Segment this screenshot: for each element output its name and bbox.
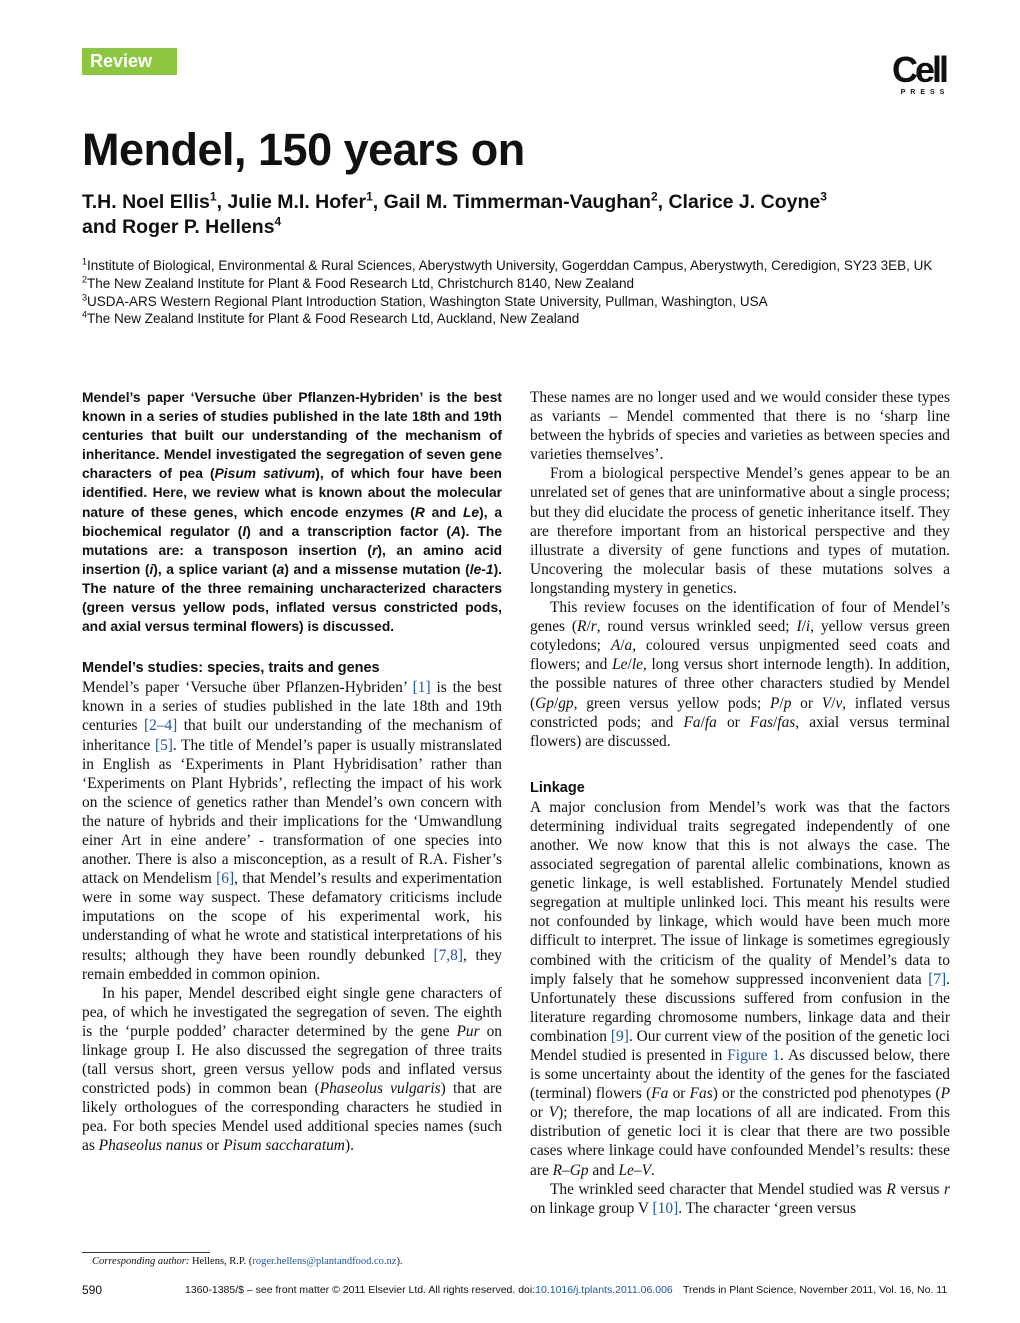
gene-symbol: fa xyxy=(704,713,717,731)
gene-symbol: p xyxy=(783,694,792,712)
gene-symbol: V xyxy=(548,1104,559,1122)
gene-symbol: r xyxy=(372,542,378,558)
paragraph: A major conclusion from Mendel’s work was that the factors determining individual traits segregated independently of one another. We now know that this is not always the case. The associated segregation of parental allelic combinations, known as genetic linkage, is well established. Fortunately Mendel studied segregation at multiple unlinked loci. This meant his results were not confounded by linkage, which would have been much more difficult to interpret. The issue of linkage is sometimes egregiously combined with the criticism of the quality of Mendel’s data to imply falsely that he somehow suppressed inconvenient data [7]. Unfortunately these discussions suffered from confusion in the literature regarding chromosome numbers, linkage data and their combination [9]. Our current view of the position of the genetic loci Mendel studied is presented in Figure 1. As discussed below, there is some uncertainty about the identity of the genes for the fasciated (terminal) flowers (Fa or Fas) or the constricted pod phenotypes (P or V); therefore, the map locations of all are indicated. From this distribution of genetic loci it is clear that there are two possible cases where linkage could have confounded Mendel’s results: these are R–Gp and Le–V. xyxy=(530,798,950,1179)
gene-symbol: le xyxy=(631,656,643,674)
gene-symbol: R xyxy=(886,1180,896,1198)
footnote-divider xyxy=(82,1252,210,1253)
journal-citation: Trends in Plant Science, November 2011, Vol. 16, No. 11 xyxy=(683,1284,948,1296)
paragraph: This review focuses on the identification of four of Mendel’s genes (R/r, round versus wrinkled seed; I/i, yellow versus green cotyledons; A/a, coloured versus unpigmented seed coats and flowers; and Le/le, long versus short internode length). In addition, the possible natures of three other characters studied by Mendel (Gp/gp, green versus yellow pods; P/p or V/v, inflated versus constricted pods; and Fa/fa or Fas/fas, axial versus terminal flowers) are discussed. xyxy=(530,599,951,750)
author: T.H. Noel Ellis$^1$, xyxy=(82,189,228,213)
gene-symbol: Pisum sativum xyxy=(214,466,316,482)
footnote-name: Hellens, R.P. xyxy=(191,1256,247,1267)
citation-link[interactable]: [2–4] xyxy=(143,717,178,735)
affiliation: $^3$USDA-ARS Western Regional Plant Introduction Station, Washington State University, Pullman, Washington, USA xyxy=(82,292,768,309)
gene-symbol: A xyxy=(450,523,461,539)
gene-symbol: Le xyxy=(463,504,480,520)
doi-link[interactable]: 10.1016/j.tplants.2011.06.006 xyxy=(535,1284,673,1296)
gene-symbol: V xyxy=(821,694,832,712)
gene-symbol: a xyxy=(624,637,633,655)
affiliation: $^4$The New Zealand Institute for Plant & Food Research Ltd, Auckland, New Zealand xyxy=(82,309,580,327)
author: Clarice J. Coyne$^3$ xyxy=(668,189,827,213)
citation-link[interactable]: [7,8] xyxy=(433,946,463,964)
gene-symbol: fas xyxy=(777,713,796,731)
copyright-line: 1360-1385/$ – see front matter © 2011 Elsevier Ltd. All rights reserved. doi:10.1016/j.tplants.2011.06.006 xyxy=(185,1284,673,1296)
author: Gail M. Timmerman-Vaughan$^2$, xyxy=(383,189,669,213)
citation-link[interactable]: Figure 1 xyxy=(727,1047,781,1064)
gene-symbol: gp xyxy=(558,694,574,712)
author: and Roger P. Hellens$^4$ xyxy=(82,214,282,238)
gene-symbol: i xyxy=(149,561,154,577)
affiliation: $^1$Institute of Biological, Environmental & Rural Sciences, Aberystwyth University, Gogerddan Campus, Aberystwyth, Ceredigion, SY23 3EB, UK xyxy=(82,256,933,273)
page-number: 590 xyxy=(82,1283,103,1297)
article-title: Mendel, 150 years on xyxy=(82,124,525,175)
gene-symbol: Gp xyxy=(569,1161,589,1179)
left-column xyxy=(82,388,502,1156)
gene-symbol: P xyxy=(770,694,780,712)
gene-symbol: Gp xyxy=(535,694,554,712)
gene-symbol: Le xyxy=(612,656,628,674)
author: Julie M.I. Hofer$^1$, xyxy=(227,189,384,213)
section-label: Review xyxy=(90,51,153,71)
affiliations xyxy=(82,257,962,328)
paragraph: From a biological perspective Mendel’s genes appear to be an unrelated set of genes that are uninformative about a single process; but they did elucidate the process of genetic inheritance itself. They are therefore important from an historical perspective and they illustrate a diversity of gene functions and types of mutation. Uncovering the molecular basis of these mutations solves a longstanding mystery in genetics. xyxy=(530,465,950,597)
gene-symbol: Fa xyxy=(683,713,701,731)
gene-symbol: R xyxy=(414,504,425,520)
paragraph: These names are no longer used and we would consider these types as variants – Mendel commented that there is no ‘sharp line between the hybrids of species and varieties as between species and varieties themselves’. xyxy=(530,389,950,464)
citation-link[interactable]: [6] xyxy=(216,870,235,888)
logo-subtext: PRESS xyxy=(900,89,950,96)
author-list xyxy=(82,190,962,240)
citation-link[interactable]: [5] xyxy=(154,736,173,754)
gene-symbol: r xyxy=(590,618,597,636)
gene-symbol: I xyxy=(796,618,802,636)
gene-symbol: le-1 xyxy=(469,561,494,577)
cell-press-logo xyxy=(888,49,950,97)
gene-symbol: i xyxy=(805,618,811,636)
abstract: Mendel’s paper ‘Versuche über Pflanzen-Hybriden’ is the best known in a series of studies published in the late 18th and 19th centuries that built our understanding of the mechanism of inheritance. Mendel investigated the segregation of seven gene characters of pea (Pisum sativum), of which four have been identified. Here, we review what is known about the molecular nature of these genes, which encode enzymes (R and Le), a biochemical regulator (I) and a transcription factor (A). The mutations are: a transposon insertion (r), an amino acid insertion (i), a splice variant (a) and a missense mutation (le-1). The nature of the three remaining uncharacterized characters (green versus yellow pods, inflated versus constricted pods, and axial versus terminal flowers) is discussed. xyxy=(82,390,503,635)
gene-symbol: R xyxy=(552,1161,563,1179)
right-column xyxy=(530,388,950,1218)
gene-symbol: v xyxy=(835,694,843,712)
gene-symbol: I xyxy=(242,523,247,539)
citation-link[interactable]: [9] xyxy=(610,1027,629,1045)
gene-symbol: Pur xyxy=(456,1022,480,1040)
logo-word: Cell xyxy=(891,49,947,90)
gene-symbol: r xyxy=(944,1180,950,1198)
gene-symbol: V xyxy=(641,1161,651,1179)
section-heading-studies: Mendel’s studies: species, traits and genes xyxy=(82,660,380,677)
footnote-label: Corresponding author: xyxy=(92,1256,190,1267)
gene-symbol: Fas xyxy=(749,713,774,731)
citation-link[interactable]: [1] xyxy=(412,679,431,697)
gene-symbol: Fa xyxy=(651,1085,669,1103)
gene-symbol: a xyxy=(276,561,285,577)
gene-symbol: Le xyxy=(618,1161,634,1179)
gene-symbol: Phaseolus vulgaris xyxy=(319,1080,441,1098)
affiliation: $^2$The New Zealand Institute for Plant & Food Research Ltd, Christchurch 8140, New Zealand xyxy=(82,274,635,291)
gene-symbol: P xyxy=(940,1085,950,1103)
citation-link[interactable]: [7] xyxy=(928,970,947,988)
section-heading-linkage: Linkage xyxy=(530,779,585,796)
gene-symbol: Fas xyxy=(689,1085,713,1103)
paragraph: Mendel’s paper ‘Versuche über Pflanzen-Hybriden’ [1] is the best known in a series of studies published in the late 18th and 19th centuries [2–4] that built our understanding of the mechanism of inheritance [5]. The title of Mendel’s paper is usually mistranslated in English as ‘Experiments in Plant Hybridisation’ rather than ‘Experiments on Plant Hybrids’, reflecting the impact of his work on the science of genetics rather than Mendel’s own concern with the nature of hybrids and their implications for the ‘Umwandlung einer Art in eine andere’ - transformation of one species into another. There is also a misconception, as a result of R.A. Fisher’s attack on Mendelism [6], that Mendel’s results and experimentation were in some way suspect. These defamatory criticisms include imputations on the scope of his experimental work, his understanding of what he wrote and statistical interpretations of his results; although they have been roundly debunked [7,8], they remain embedded in common opinion. xyxy=(82,679,503,983)
gene-symbol: Pisum saccharatum xyxy=(223,1137,345,1155)
corresponding-author-note: Corresponding author: Hellens, R.P. (roger.hellens@plantandfood.co.nz). xyxy=(92,1256,403,1267)
gene-symbol: R xyxy=(577,618,587,636)
citation-link[interactable]: [10] xyxy=(652,1199,679,1217)
paragraph: In his paper, Mendel described eight single gene characters of pea, of which he investigated the segregation of seven. The eighth is the ‘purple podded’ character determined by the gene Pur on linkage group I. He also discussed the segregation of three traits (tall versus short, green versus yellow pods and inflated versus constricted pods) in common bean (Phaseolus vulgaris) that are likely orthologues of the corresponding characters he studied in pea. For both species Mendel used additional species names (such as Phaseolus nanus or Pisum saccharatum). xyxy=(82,984,503,1155)
gene-symbol: A xyxy=(610,637,621,655)
paragraph: The wrinkled seed character that Mendel studied was R versus r on linkage group V [10]. The character ‘green versus xyxy=(530,1180,950,1217)
section-tag xyxy=(82,48,177,75)
author-email-link[interactable]: roger.hellens@plantandfood.co.nz xyxy=(252,1256,397,1267)
gene-symbol: Phaseolus nanus xyxy=(98,1137,203,1155)
